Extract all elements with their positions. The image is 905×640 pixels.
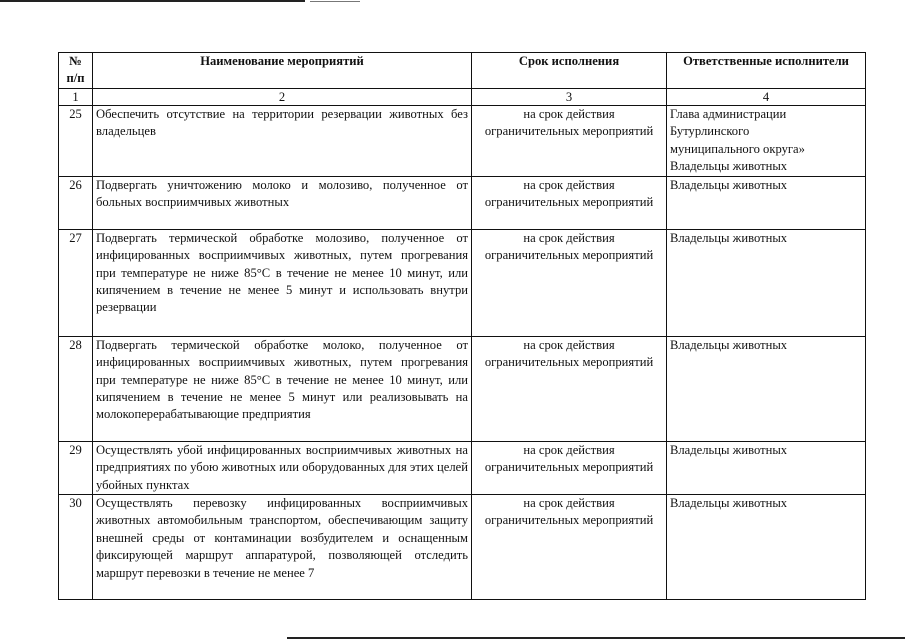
header-num: № п/п	[59, 53, 93, 89]
measure-responsible	[667, 105, 866, 176]
table-row	[59, 105, 866, 176]
measure-term: на срок действия ограничительных мероприятий	[472, 441, 667, 494]
measure-term: на срок действия ограничительных мероприятий	[472, 495, 667, 600]
responsible-line: Владельцы животных	[670, 159, 788, 174]
table-row	[59, 176, 866, 229]
table-row	[59, 229, 866, 336]
measure-term: на срок действия ограничительных мероприятий	[472, 176, 667, 229]
measure-description: Подвергать термической обработке молоко, полученное от инфицированных восприимчивых животных, путем прогревания при температуре не ниже 85°С в течение не менее 10 минут, или кипячением в течение не менее 5 минут или реализовывать на молокоперерабатывающие предприятия	[93, 336, 472, 441]
measure-term: на срок действия ограничительных мероприятий	[472, 229, 667, 336]
measure-responsible	[667, 495, 866, 600]
responsible-line: Бутурлинского	[670, 124, 750, 139]
measure-responsible	[667, 229, 866, 336]
measure-responsible	[667, 176, 866, 229]
header-resp: Ответственные исполнители	[667, 53, 866, 89]
measure-term: на срок действия ограничительных мероприятий	[472, 105, 667, 176]
row-number: 26	[59, 176, 93, 229]
measure-responsible	[667, 441, 866, 494]
table-row	[59, 336, 866, 441]
row-number: 28	[59, 336, 93, 441]
responsible-line: Владельцы животных	[670, 177, 788, 192]
table-row	[59, 495, 866, 600]
row-number: 27	[59, 229, 93, 336]
header-term: Срок исполнения	[472, 53, 667, 89]
measure-description: Осуществлять перевозку инфицированных восприимчивых животных автомобильным транспортом, обеспечивающим защиту внешней среды от контаминации возбудителем и оснащенным фиксирующей маршрут аппаратурой, позволяющей отследить маршрут перевозки в течение не менее 7	[93, 495, 472, 600]
responsible-line: Владельцы животных	[670, 496, 788, 511]
row-number: 29	[59, 441, 93, 494]
column-number: 1	[59, 88, 93, 105]
measure-description: Подвергать уничтожению молоко и молозиво, полученное от больных восприимчивых животных	[93, 176, 472, 229]
scan-edge-top	[0, 0, 305, 2]
measure-description: Осуществлять убой инфицированных восприимчивых животных на предприятиях по убою животных или оборудованных для этих целей убойных пунктах	[93, 441, 472, 494]
measures-table	[58, 52, 866, 600]
column-number-row	[59, 88, 866, 105]
responsible-line: Владельцы животных	[670, 442, 788, 457]
scan-edge-top-dash	[310, 1, 360, 2]
table-header-row	[59, 53, 866, 89]
responsible-line: муниципального округа»	[670, 141, 805, 156]
responsible-line: Глава администрации	[670, 106, 787, 121]
measure-description: Обеспечить отсутствие на территории резервации животных без владельцев	[93, 105, 472, 176]
table-row	[59, 441, 866, 494]
responsible-line: Владельцы животных	[670, 337, 788, 352]
row-number: 30	[59, 495, 93, 600]
measure-description: Подвергать термической обработке молозиво, полученное от инфицированных восприимчивых животных, путем прогревания при температуре не ниже 85°С в течение не менее 10 минут, или кипячением в течение не менее 5 минут и использовать внутри резервации	[93, 229, 472, 336]
column-number: 4	[667, 88, 866, 105]
header-name: Наименование мероприятий	[93, 53, 472, 89]
scan-edge-bottom	[287, 637, 905, 639]
row-number: 25	[59, 105, 93, 176]
column-number: 2	[93, 88, 472, 105]
measure-responsible	[667, 336, 866, 441]
measure-term: на срок действия ограничительных мероприятий	[472, 336, 667, 441]
column-number: 3	[472, 88, 667, 105]
responsible-line: Владельцы животных	[670, 230, 788, 245]
